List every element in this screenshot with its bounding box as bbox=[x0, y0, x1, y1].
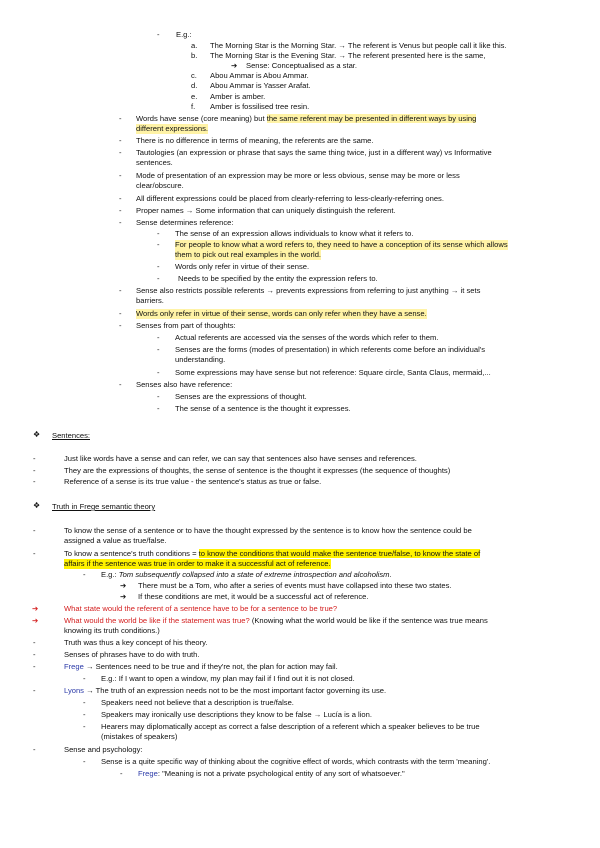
list-item: (mistakes of speakers) bbox=[101, 732, 178, 741]
bullet-dash: - bbox=[157, 333, 160, 342]
bullet-dash: - bbox=[119, 380, 122, 389]
list-item: They are the expressions of thoughts, the sense of sentence is the thought it expresses (the sequence of thoughts) bbox=[64, 466, 451, 475]
bullet-dash: - bbox=[83, 698, 86, 707]
question-text: What state would the referent of a sentence have to be for a sentence to be true? bbox=[64, 604, 338, 613]
quote-text: Frege: "Meaning is not a private psychological entity of any sort of whatsoever." bbox=[138, 769, 405, 778]
bullet-dash: - bbox=[120, 769, 123, 778]
list-item: Lyons → The truth of an expression needs not to be the most important factor governing its use. bbox=[64, 686, 387, 695]
highlight-text: For people to know what a word refers to, they need to have a conception of its sense which allows bbox=[175, 240, 508, 249]
highlight-text: Words only refer in virtue of their sense, words can only refer when they have a sense. bbox=[136, 309, 427, 318]
list-item: assigned a value as true/false. bbox=[64, 536, 167, 545]
section-heading: Truth in Frege semantic theory bbox=[52, 502, 156, 511]
list-item: Sense determines reference: bbox=[136, 218, 234, 227]
list-item: To know a sentence's truth conditions = to know the conditions that would make the sentence true/false, to know the state of bbox=[64, 549, 481, 558]
bullet-dash: - bbox=[33, 526, 36, 535]
bullet-dash: - bbox=[33, 466, 36, 475]
diamond-bullet-icon: ❖ bbox=[33, 501, 41, 510]
list-item: There must be a Tom, who after a series of events must have collapsed into these two states. bbox=[138, 581, 452, 590]
list-item: Senses from part of thoughts: bbox=[136, 321, 236, 330]
eg-label: E.g.: bbox=[176, 30, 192, 39]
list-item: barriers. bbox=[136, 296, 164, 305]
list-item: Abou Ammar is Yasser Arafat. bbox=[210, 81, 311, 90]
list-item: Sense is a quite specific way of thinking about the cognitive effect of words, which contrasts with the term 'meaning'. bbox=[101, 757, 491, 766]
list-item: Senses of phrases have to do with truth. bbox=[64, 650, 200, 659]
list-letter: b. bbox=[191, 51, 198, 60]
list-letter: a. bbox=[191, 41, 198, 50]
list-item: Words have sense (core meaning) but the same referent may be presented in different ways by using bbox=[136, 114, 477, 123]
bullet-dash: - bbox=[157, 368, 160, 377]
list-letter: d. bbox=[191, 81, 198, 90]
bullet-dash: - bbox=[83, 757, 86, 766]
bullet-dash: - bbox=[157, 392, 160, 401]
bullet-dash: - bbox=[157, 240, 160, 249]
bullet-dash: - bbox=[33, 662, 36, 671]
arrow-bullet-icon: ➔ bbox=[32, 604, 39, 613]
diamond-bullet-icon: ❖ bbox=[33, 430, 41, 439]
bullet-dash: - bbox=[119, 136, 122, 145]
list-item: Speakers need not believe that a description is true/false. bbox=[101, 698, 294, 707]
arrow-bullet-icon: ➔ bbox=[120, 592, 127, 601]
list-letter: e. bbox=[191, 92, 198, 101]
list-item: Frege → Sentences need to be true and if they're not, the plan for action may fail. bbox=[64, 662, 338, 671]
bullet-dash: - bbox=[83, 570, 86, 579]
bullet-dash: - bbox=[33, 638, 36, 647]
bullet-dash: - bbox=[119, 309, 122, 318]
list-item: Actual referents are accessed via the senses of the words which refer to them. bbox=[175, 333, 439, 342]
list-letter: c. bbox=[191, 71, 197, 80]
list-letter: f. bbox=[191, 102, 196, 111]
list-item: To know the sense of a sentence or to have the thought expressed by the sentence is to know how the sentence could be bbox=[64, 526, 472, 535]
list-item: E.g.: Tom subsequently collapsed into a state of extreme introspection and alcoholism. bbox=[101, 570, 392, 579]
list-item: Proper names → Some information that can uniquely distinguish the referent. bbox=[136, 206, 396, 215]
section-heading: Sentences: bbox=[52, 431, 90, 440]
list-item: The Morning Star is the Evening Star. → The referent presented here is the same, bbox=[210, 51, 486, 60]
highlight-text: them to pick out real examples in the world. bbox=[175, 250, 322, 259]
bullet-dash: - bbox=[33, 745, 36, 754]
highlight-text: different expressions. bbox=[136, 124, 209, 133]
bullet-dash: - bbox=[83, 722, 86, 731]
question-text: What would the world be like if the statement was true? (Knowing what the world would be like if the sentence was true means bbox=[64, 616, 488, 625]
list-item: Reference of a sense is its true value - the sentence's status as true or false. bbox=[64, 477, 322, 486]
list-item: Sense: Conceptualised as a star. bbox=[246, 61, 358, 70]
highlight-text: affairs if the sentence was true in order to make it a successful act of reference. bbox=[64, 559, 331, 568]
list-item: The sense of a sentence is the thought it expresses. bbox=[175, 404, 351, 413]
bullet-dash: - bbox=[33, 477, 36, 486]
list-item: Amber is amber. bbox=[210, 92, 266, 101]
bullet-dash: - bbox=[119, 148, 122, 157]
bullet-dash: - bbox=[157, 274, 160, 283]
list-item: Just like words have a sense and can refer, we can say that sentences also have senses and references. bbox=[64, 454, 417, 463]
bullet-dash: - bbox=[119, 218, 122, 227]
arrow-bullet-icon: ➔ bbox=[120, 581, 127, 590]
list-item: Amber is fossilised tree resin. bbox=[210, 102, 310, 111]
list-item: Hearers may diplomatically accept as correct a false description of a referent which a speaker believes to be true bbox=[101, 722, 480, 731]
list-item: Words only refer in virtue of their sense. bbox=[175, 262, 310, 271]
list-item: Sense also restricts possible referents → prevents expressions from referring to just anything → it sets bbox=[136, 286, 481, 295]
list-item: Needs to be specified by the entity the expression refers to. bbox=[178, 274, 378, 283]
list-item: knowing its truth conditions.) bbox=[64, 626, 160, 635]
bullet-dash: - bbox=[157, 404, 160, 413]
bullet-dash: - bbox=[33, 454, 36, 463]
bullet-dash: - bbox=[33, 549, 36, 558]
list-item: clear/obscure. bbox=[136, 181, 184, 190]
bullet-dash: - bbox=[33, 686, 36, 695]
bullet-dash: - bbox=[119, 171, 122, 180]
bullet-dash: - bbox=[157, 345, 160, 354]
list-item: The sense of an expression allows individuals to know what it refers to. bbox=[175, 229, 414, 238]
list-item: Senses are the expressions of thought. bbox=[175, 392, 307, 401]
bullet-dash: - bbox=[157, 262, 160, 271]
list-item: If these conditions are met, it would be a successful act of reference. bbox=[138, 592, 369, 601]
bullet-dash: - bbox=[83, 710, 86, 719]
list-item: Tautologies (an expression or phrase that says the same thing twice, just in a different way) vs Informative bbox=[136, 148, 492, 157]
arrow-bullet-icon: ➔ bbox=[231, 61, 238, 70]
arrow-bullet-icon: ➔ bbox=[32, 616, 39, 625]
bullet-dash: - bbox=[119, 194, 122, 203]
list-item: understanding. bbox=[175, 355, 226, 364]
bullet-dash: - bbox=[119, 206, 122, 215]
bullet-dash: - bbox=[157, 229, 160, 238]
list-item: All different expressions could be placed from clearly-referring to less-clearly-referring ones. bbox=[136, 194, 444, 203]
list-item: Mode of presentation of an expression may be more or less obvious, sense may be more or less bbox=[136, 171, 460, 180]
list-item: Senses also have reference: bbox=[136, 380, 233, 389]
bullet-dash: - bbox=[83, 674, 86, 683]
list-item: E.g.: If I want to open a window, my plan may fail if I find out it is not closed. bbox=[101, 674, 355, 683]
list-item: Some expressions may have sense but not reference: Square circle, Santa Claus, mermaid,... bbox=[175, 368, 491, 377]
list-item: The Morning Star is the Morning Star. → The referent is Venus but people call it like this. bbox=[210, 41, 507, 50]
list-item: Sense and psychology: bbox=[64, 745, 143, 754]
list-item: Speakers may ironically use descriptions they know to be false → Lucía is a lion. bbox=[101, 710, 372, 719]
list-item: Senses are the forms (modes of presentation) in which referents come before an individual's bbox=[175, 345, 485, 354]
bullet-dash: - bbox=[157, 30, 160, 39]
bullet-dash: - bbox=[119, 321, 122, 330]
list-item: There is no difference in terms of meaning, the referents are the same. bbox=[136, 136, 374, 145]
bullet-dash: - bbox=[33, 650, 36, 659]
bullet-dash: - bbox=[119, 286, 122, 295]
list-item: sentences. bbox=[136, 158, 173, 167]
bullet-dash: - bbox=[119, 114, 122, 123]
list-item: Abou Ammar is Abou Ammar. bbox=[210, 71, 309, 80]
list-item: Truth was thus a key concept of his theory. bbox=[64, 638, 208, 647]
